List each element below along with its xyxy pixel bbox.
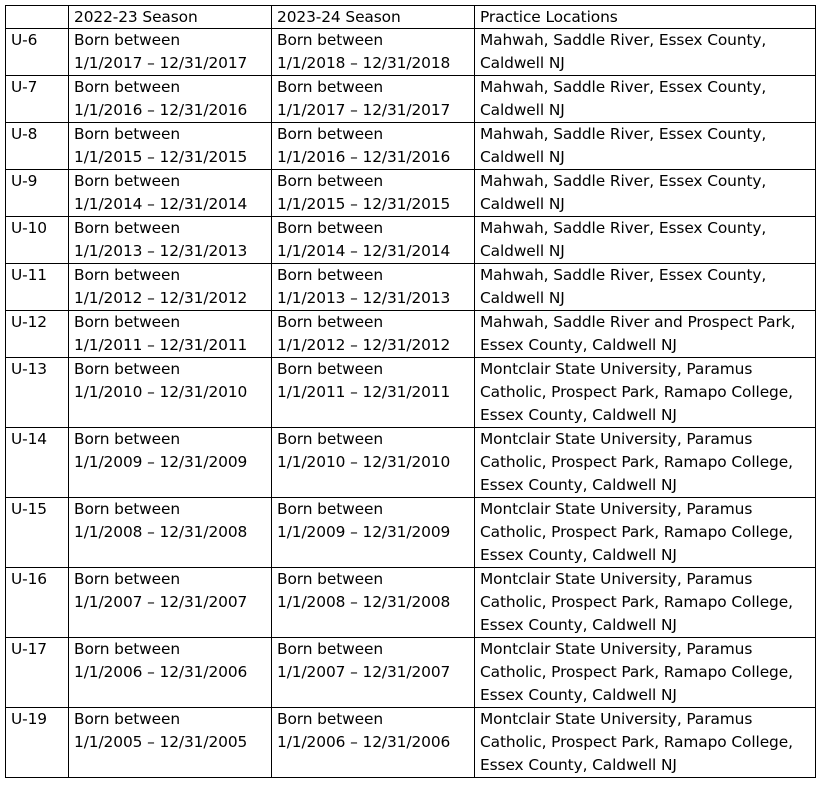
- header-season-2023-24: 2023-24 Season: [272, 6, 475, 29]
- age-group-cell: U-10: [6, 217, 69, 264]
- table-row: [6, 638, 816, 708]
- season-2022-23-cell: Born between 1/1/2006 – 12/31/2006: [69, 638, 272, 708]
- practice-locations-cell: Mahwah, Saddle River, Essex County, Caldwell NJ: [475, 29, 816, 76]
- practice-locations-cell: Mahwah, Saddle River, Essex County, Caldwell NJ: [475, 123, 816, 170]
- age-group-cell: U-8: [6, 123, 69, 170]
- practice-locations-cell: Montclair State University, Paramus Catholic, Prospect Park, Ramapo College, Essex County, Caldwell NJ: [475, 568, 816, 638]
- age-group-cell: U-6: [6, 29, 69, 76]
- age-group-cell: U-13: [6, 358, 69, 428]
- table-row: [6, 170, 816, 217]
- season-2023-24-cell: Born between 1/1/2011 – 12/31/2011: [272, 358, 475, 428]
- age-group-cell: U-15: [6, 498, 69, 568]
- season-2023-24-cell: Born between 1/1/2006 – 12/31/2006: [272, 708, 475, 778]
- season-2023-24-cell: Born between 1/1/2007 – 12/31/2007: [272, 638, 475, 708]
- season-2022-23-cell: Born between 1/1/2013 – 12/31/2013: [69, 217, 272, 264]
- age-group-cell: U-11: [6, 264, 69, 311]
- season-2022-23-cell: Born between 1/1/2017 – 12/31/2017: [69, 29, 272, 76]
- practice-locations-cell: Montclair State University, Paramus Catholic, Prospect Park, Ramapo College, Essex County, Caldwell NJ: [475, 498, 816, 568]
- practice-locations-cell: Mahwah, Saddle River, Essex County, Caldwell NJ: [475, 76, 816, 123]
- age-group-cell: U-17: [6, 638, 69, 708]
- practice-locations-cell: Montclair State University, Paramus Catholic, Prospect Park, Ramapo College, Essex County, Caldwell NJ: [475, 428, 816, 498]
- table-row: [6, 428, 816, 498]
- table-header: [6, 6, 816, 29]
- table-row: [6, 217, 816, 264]
- age-group-table: [5, 5, 816, 778]
- practice-locations-cell: Montclair State University, Paramus Catholic, Prospect Park, Ramapo College, Essex County, Caldwell NJ: [475, 638, 816, 708]
- practice-locations-cell: Mahwah, Saddle River and Prospect Park, Essex County, Caldwell NJ: [475, 311, 816, 358]
- season-2022-23-cell: Born between 1/1/2016 – 12/31/2016: [69, 76, 272, 123]
- table-row: [6, 358, 816, 428]
- practice-locations-cell: Montclair State University, Paramus Catholic, Prospect Park, Ramapo College, Essex County, Caldwell NJ: [475, 708, 816, 778]
- season-2023-24-cell: Born between 1/1/2018 – 12/31/2018: [272, 29, 475, 76]
- season-2022-23-cell: Born between 1/1/2005 – 12/31/2005: [69, 708, 272, 778]
- header-practice-locations: Practice Locations: [475, 6, 816, 29]
- season-2022-23-cell: Born between 1/1/2012 – 12/31/2012: [69, 264, 272, 311]
- season-2022-23-cell: Born between 1/1/2007 – 12/31/2007: [69, 568, 272, 638]
- season-2022-23-cell: Born between 1/1/2009 – 12/31/2009: [69, 428, 272, 498]
- age-group-cell: U-14: [6, 428, 69, 498]
- header-row: [6, 6, 816, 29]
- season-2023-24-cell: Born between 1/1/2010 – 12/31/2010: [272, 428, 475, 498]
- season-2023-24-cell: Born between 1/1/2009 – 12/31/2009: [272, 498, 475, 568]
- age-group-cell: U-16: [6, 568, 69, 638]
- season-2022-23-cell: Born between 1/1/2015 – 12/31/2015: [69, 123, 272, 170]
- table-body: [6, 29, 816, 778]
- season-2023-24-cell: Born between 1/1/2012 – 12/31/2012: [272, 311, 475, 358]
- practice-locations-cell: Mahwah, Saddle River, Essex County, Caldwell NJ: [475, 170, 816, 217]
- table-row: [6, 311, 816, 358]
- season-2023-24-cell: Born between 1/1/2008 – 12/31/2008: [272, 568, 475, 638]
- season-2022-23-cell: Born between 1/1/2010 – 12/31/2010: [69, 358, 272, 428]
- table-row: [6, 498, 816, 568]
- season-2023-24-cell: Born between 1/1/2013 – 12/31/2013: [272, 264, 475, 311]
- table-row: [6, 29, 816, 76]
- practice-locations-cell: Mahwah, Saddle River, Essex County, Caldwell NJ: [475, 217, 816, 264]
- table-row: [6, 123, 816, 170]
- practice-locations-cell: Montclair State University, Paramus Catholic, Prospect Park, Ramapo College, Essex County, Caldwell NJ: [475, 358, 816, 428]
- season-2023-24-cell: Born between 1/1/2014 – 12/31/2014: [272, 217, 475, 264]
- header-season-2022-23: 2022-23 Season: [69, 6, 272, 29]
- season-2022-23-cell: Born between 1/1/2011 – 12/31/2011: [69, 311, 272, 358]
- table-row: [6, 568, 816, 638]
- age-group-cell: U-12: [6, 311, 69, 358]
- table-row: [6, 264, 816, 311]
- table-row: [6, 76, 816, 123]
- season-2022-23-cell: Born between 1/1/2014 – 12/31/2014: [69, 170, 272, 217]
- season-2023-24-cell: Born between 1/1/2016 – 12/31/2016: [272, 123, 475, 170]
- season-2023-24-cell: Born between 1/1/2015 – 12/31/2015: [272, 170, 475, 217]
- season-2023-24-cell: Born between 1/1/2017 – 12/31/2017: [272, 76, 475, 123]
- header-age-group: [6, 6, 69, 29]
- season-2022-23-cell: Born between 1/1/2008 – 12/31/2008: [69, 498, 272, 568]
- age-group-cell: U-19: [6, 708, 69, 778]
- practice-locations-cell: Mahwah, Saddle River, Essex County, Caldwell NJ: [475, 264, 816, 311]
- age-group-cell: U-7: [6, 76, 69, 123]
- table-row: [6, 708, 816, 778]
- age-group-cell: U-9: [6, 170, 69, 217]
